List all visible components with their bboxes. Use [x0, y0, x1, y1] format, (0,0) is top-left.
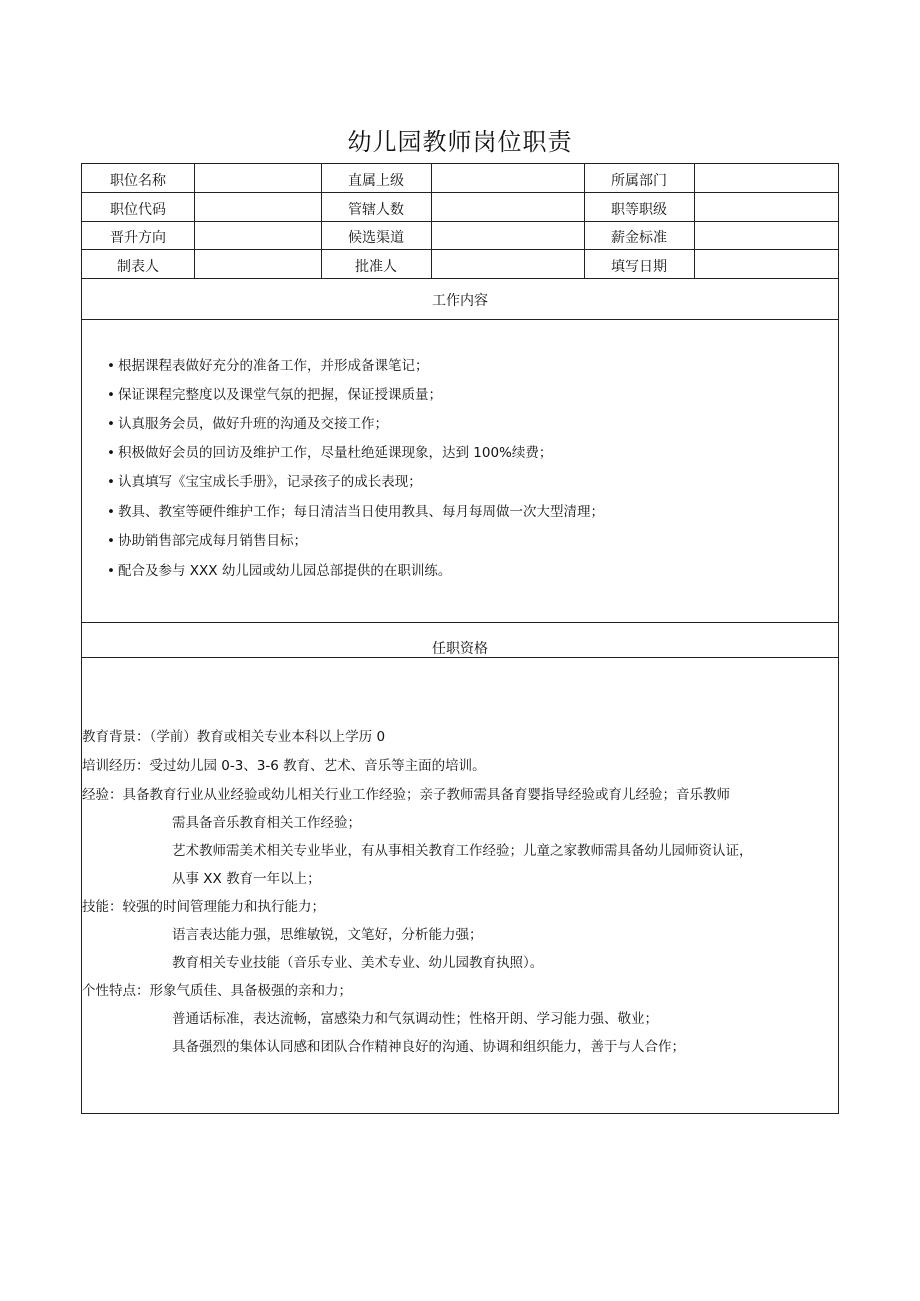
qualification-line: 培训经历：受过幼儿园 0-3、3-6 教育、艺术、音乐等主面的培训。 — [82, 758, 486, 774]
value-fill-date[interactable] — [694, 253, 838, 281]
list-item: • 根据课程表做好充分的准备工作，并形成备课笔记； — [107, 358, 429, 374]
qualifications-heading: 任职资格 — [432, 641, 488, 657]
label-prepared-by: 制表人 — [117, 259, 159, 275]
qualification-line: 教育背景：（学前）教育或相关专业本科以上学历 0 — [82, 729, 386, 745]
job-description-table — [81, 163, 839, 1114]
value-promotion[interactable] — [194, 224, 321, 252]
list-item: • 配合及参与 XXX 幼儿园或幼儿园总部提供的在职训练。 — [107, 563, 452, 579]
qualification-line: 语言表达能力强，思维敏锐，文笔好，分析能力强； — [172, 927, 483, 943]
value-headcount[interactable] — [431, 196, 584, 224]
qualification-line: 经验：具备教育行业从业经验或幼儿相关行业工作经验；亲子教师需具备育婴指导经验或育儿经验；音乐教师 — [82, 787, 730, 803]
value-department[interactable] — [694, 167, 838, 195]
label-candidate-channel: 候选渠道 — [348, 230, 404, 246]
qualification-line: 个性特点：形象气质佳、具备极强的亲和力； — [82, 983, 352, 999]
label-direct-superior: 直属上级 — [348, 173, 404, 189]
qualification-line: 从事 XX 教育一年以上； — [172, 871, 321, 887]
label-approved-by: 批准人 — [355, 259, 397, 275]
qualification-line: 艺术教师需美术相关专业毕业，有从事相关教育工作经验；儿童之家教师需具备幼儿园师资认证， — [172, 843, 753, 859]
value-salary[interactable] — [694, 224, 838, 252]
label-position-code: 职位代码 — [110, 202, 166, 218]
value-grade[interactable] — [694, 196, 838, 224]
qualification-line: 需具备音乐教育相关工作经验； — [172, 815, 361, 831]
label-department: 所属部门 — [611, 173, 667, 189]
qualification-line: 技能：较强的时间管理能力和执行能力； — [82, 899, 325, 915]
value-approved-by[interactable] — [431, 253, 584, 281]
list-item: • 认真服务会员，做好升班的沟通及交接工作； — [107, 416, 388, 432]
label-fill-date: 填写日期 — [611, 259, 667, 275]
qualification-line: 普通话标准，表达流畅，富感染力和气氛调动性；性格开朗、学习能力强、敬业； — [172, 1011, 658, 1027]
qualification-line: 具备强烈的集体认同感和团队合作精神良好的沟通、协调和组织能力，善于与人合作； — [172, 1039, 685, 1055]
list-item: • 认真填写《宝宝成长手册》，记录孩子的成长表现； — [107, 474, 422, 490]
list-item: • 积极做好会员的回访及维护工作，尽量杜绝延课现象，达到 100%续费； — [107, 445, 553, 461]
document-title: 幼儿园教师岗位职责 — [347, 128, 573, 156]
label-headcount: 管辖人数 — [348, 202, 404, 218]
table-rule — [82, 319, 838, 320]
list-item: • 协助销售部完成每月销售目标； — [107, 533, 307, 549]
qualification-line: 教育相关专业技能（音乐专业、美术专业、幼儿园教育执照）。 — [172, 955, 544, 971]
value-prepared-by[interactable] — [194, 253, 321, 281]
list-item: • 教具、教室等硬件维护工作；每日清洁当日使用教具、每月每周做一次大型清理； — [107, 504, 604, 520]
label-grade: 职等职级 — [611, 202, 667, 218]
value-direct-superior[interactable] — [431, 167, 584, 195]
table-rule — [82, 622, 838, 623]
label-salary: 薪金标准 — [611, 230, 667, 246]
list-item: • 保证课程完整度以及课堂气氛的把握，保证授课质量； — [107, 387, 442, 403]
value-position-code[interactable] — [194, 196, 321, 224]
work-content-heading: 工作内容 — [432, 293, 488, 309]
value-position-name[interactable] — [194, 167, 321, 195]
label-position-name: 职位名称 — [110, 173, 166, 189]
value-candidate-channel[interactable] — [431, 224, 584, 252]
label-promotion: 晋升方向 — [110, 230, 166, 246]
